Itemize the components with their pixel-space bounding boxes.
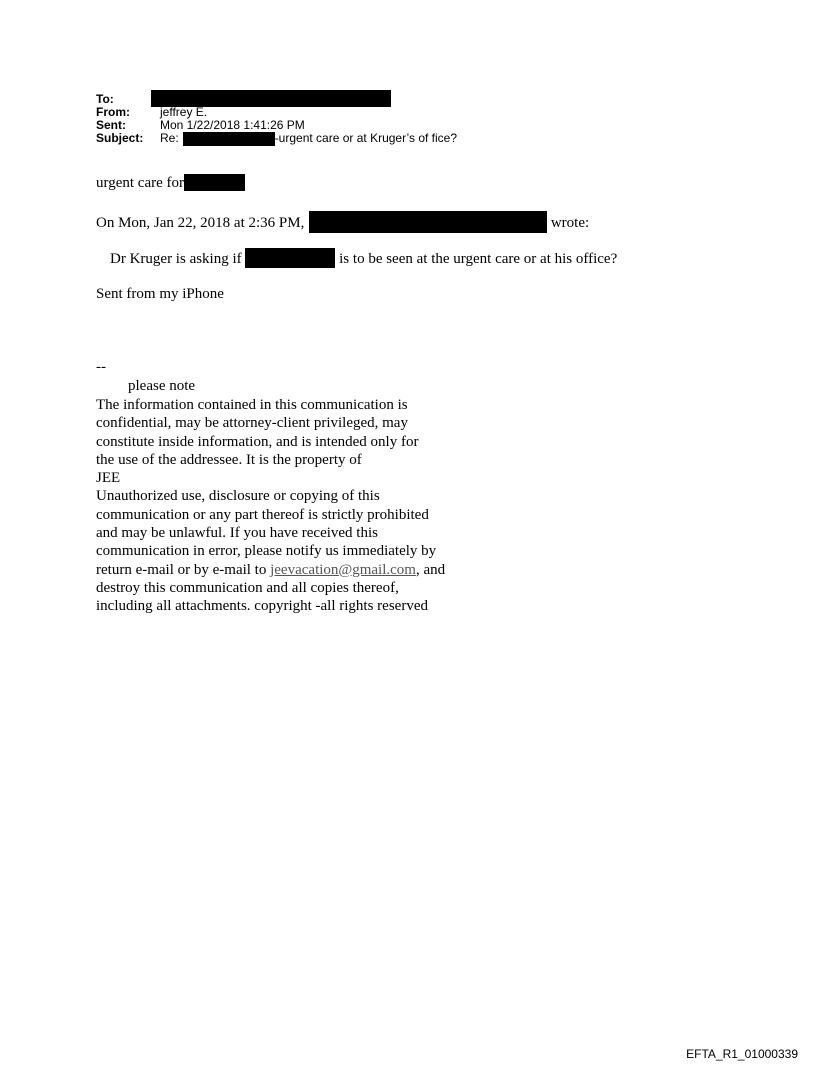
email-link[interactable]: jeevacation@gmail.com	[270, 561, 416, 578]
signature: Sent from my iPhone	[96, 286, 224, 302]
subject-row	[96, 132, 457, 145]
document-id: EFTA_R1_01000339	[686, 1047, 798, 1061]
subject-suffix: -urgent care or at Kruger’s of fice?	[274, 131, 458, 145]
note-heading: please note	[128, 378, 196, 394]
disclaimer-text	[96, 396, 445, 616]
disclaimer-tail: , and destroy this communication and all copies thereof, including all attachments. copyright -all rights reserved	[96, 561, 446, 615]
subject-label: Subject:	[96, 131, 144, 145]
quoted-prefix: Dr Kruger is asking if	[110, 251, 242, 267]
sent-value: Mon 1/22/2018 1:41:26 PM	[160, 118, 305, 132]
separator: --	[96, 359, 106, 375]
redaction-box	[245, 248, 335, 268]
to-row	[96, 93, 457, 106]
subject-prefix: Re:	[160, 131, 179, 145]
quoted-suffix: is to be seen at the urgent care or at his office?	[339, 251, 618, 267]
email-header	[96, 93, 457, 145]
quote-intro	[96, 211, 589, 233]
from-label: From:	[96, 105, 130, 119]
to-label: To:	[96, 92, 114, 106]
message-text: urgent care for	[96, 175, 185, 191]
quoted-message	[110, 248, 617, 268]
quote-intro-prefix: On Mon, Jan 22, 2018 at 2:36 PM,	[96, 215, 305, 231]
redaction-box	[309, 211, 547, 233]
message-line	[96, 174, 245, 192]
quote-intro-suffix: wrote:	[550, 215, 590, 231]
from-value: jeffrey E.	[160, 105, 208, 119]
redaction-box	[184, 174, 245, 191]
redaction-box	[183, 132, 275, 146]
disclaimer-body: The information contained in this communication is confidential, may be attorney-client privileged, may constitute inside information, and is intended only for the use of the addressee. It is the property of JEE Unauthorized use, disclosure or copying of this communication or any part thereof is strictly prohibited and may be unlawful. If you have received this communication in error, please notify us immediately by return e-mail or by e-mail to	[96, 397, 437, 578]
sent-label: Sent:	[96, 118, 126, 132]
